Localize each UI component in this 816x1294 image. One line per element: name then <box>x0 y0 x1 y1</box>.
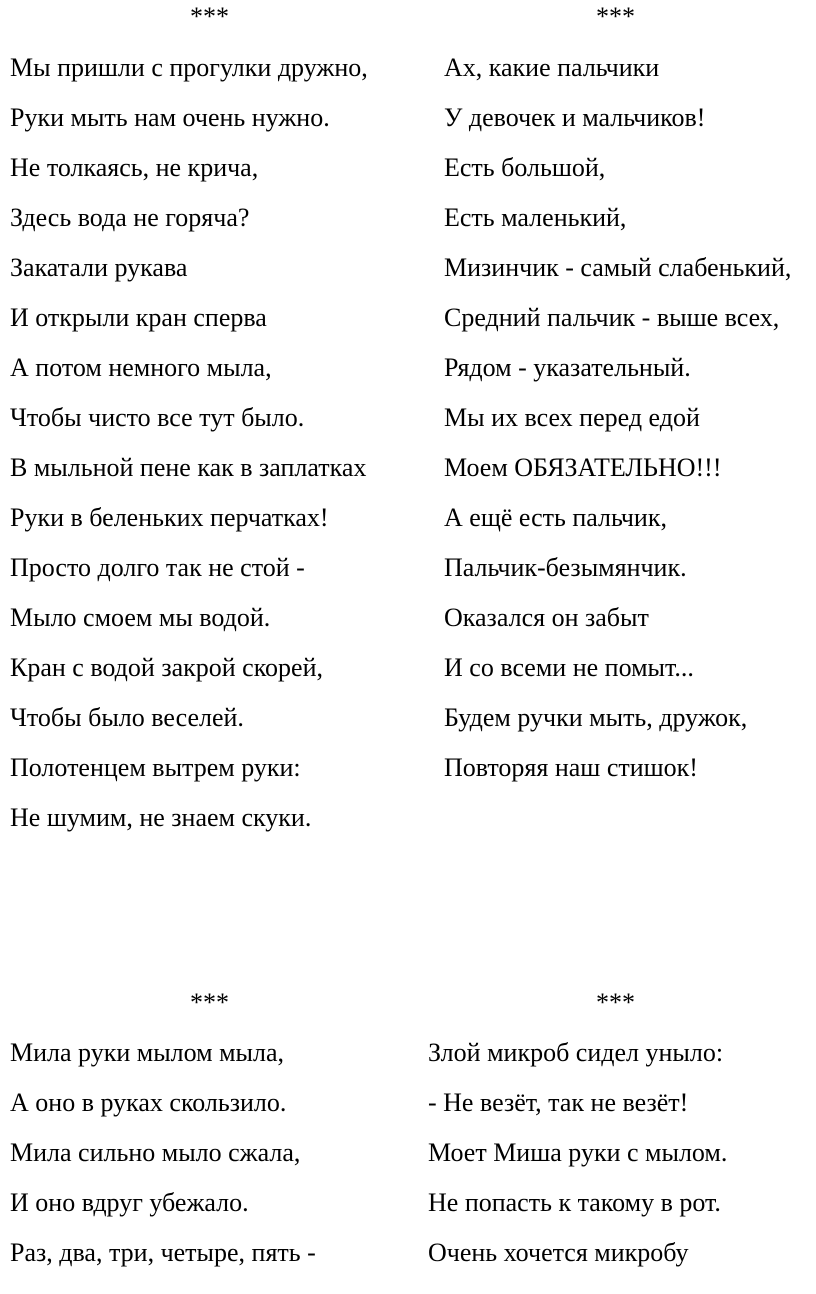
poem-line: И оно вдруг убежало. <box>10 1188 249 1217</box>
poem-line: Не толкаясь, не крича, <box>10 153 259 182</box>
poem-line: Оказался он забыт <box>444 603 649 632</box>
poem-line: Не попасть к такому в рот. <box>428 1188 721 1217</box>
poem-line: А оно в руках скользило. <box>10 1088 287 1117</box>
poem-line: - Не везёт, так не везёт! <box>428 1088 689 1117</box>
poem-line: Чтобы было веселей. <box>10 703 244 732</box>
poem-1 <box>10 48 405 848</box>
poem-4-lines <box>428 1033 808 1273</box>
poem-line: Чтобы чисто все тут было. <box>10 403 305 432</box>
poem-2-separator: *** <box>596 2 635 31</box>
poem-4-separator: *** <box>596 988 635 1017</box>
poem-4 <box>428 1033 808 1283</box>
poem-2-lines <box>428 48 808 788</box>
poem-line: А ещё есть пальчик, <box>444 503 667 532</box>
poem-1-separator: *** <box>190 2 229 31</box>
poem-line: Мизинчик - самый слабенький, <box>444 253 792 282</box>
poem-line: А потом немного мыла, <box>10 353 272 382</box>
poem-line: Рядом - указательный. <box>444 353 691 382</box>
poem-line: И открыли кран сперва <box>10 303 267 332</box>
poem-line: Есть большой, <box>444 153 606 182</box>
poem-line: Средний пальчик - выше всех, <box>444 303 780 332</box>
poem-line: Есть маленький, <box>444 203 627 232</box>
poem-line: Мы их всех перед едой <box>444 403 700 432</box>
poem-line: Закатали рукава <box>10 253 188 282</box>
poem-line: Ах, какие пальчики <box>444 53 660 82</box>
poem-line: Просто долго так не стой - <box>10 553 305 582</box>
poem-line: Моем ОБЯЗАТЕЛЬНО!!! <box>444 453 722 482</box>
poem-line: Пальчик-безымянчик. <box>444 553 687 582</box>
poem-1-lines <box>10 48 405 838</box>
poem-line: Мы пришли с прогулки дружно, <box>10 53 368 82</box>
poem-line: В мыльной пене как в заплатках <box>10 453 367 482</box>
poem-line: Руки в беленьких перчатках! <box>10 503 329 532</box>
poem-3-lines <box>10 1033 405 1273</box>
poem-3 <box>10 1033 405 1283</box>
poem-line: Мила сильно мыло сжала, <box>10 1138 301 1167</box>
poem-line: У девочек и мальчиков! <box>444 103 706 132</box>
poem-line: Кран с водой закрой скорей, <box>10 653 323 682</box>
poem-line: Очень хочется микробу <box>428 1238 689 1267</box>
poem-line: Раз, два, три, четыре, пять - <box>10 1238 316 1267</box>
poem-line: Будем ручки мыть, дружок, <box>444 703 748 732</box>
poem-line: И со всеми не помыт... <box>444 653 694 682</box>
poem-line: Не шумим, не знаем скуки. <box>10 803 312 832</box>
poem-line: Моет Миша руки с мылом. <box>428 1138 728 1167</box>
poem-line: Полотенцем вытрем руки: <box>10 753 301 782</box>
poem-line: Здесь вода не горяча? <box>10 203 250 232</box>
poem-line: Руки мыть нам очень нужно. <box>10 103 330 132</box>
poem-line: Злой микроб сидел уныло: <box>428 1038 724 1067</box>
poem-line: Мила руки мылом мыла, <box>10 1038 285 1067</box>
poem-line: Повторяя наш стишок! <box>444 753 698 782</box>
poem-line: Мыло смоем мы водой. <box>10 603 271 632</box>
poem-2 <box>428 48 808 798</box>
poem-3-separator: *** <box>190 988 229 1017</box>
